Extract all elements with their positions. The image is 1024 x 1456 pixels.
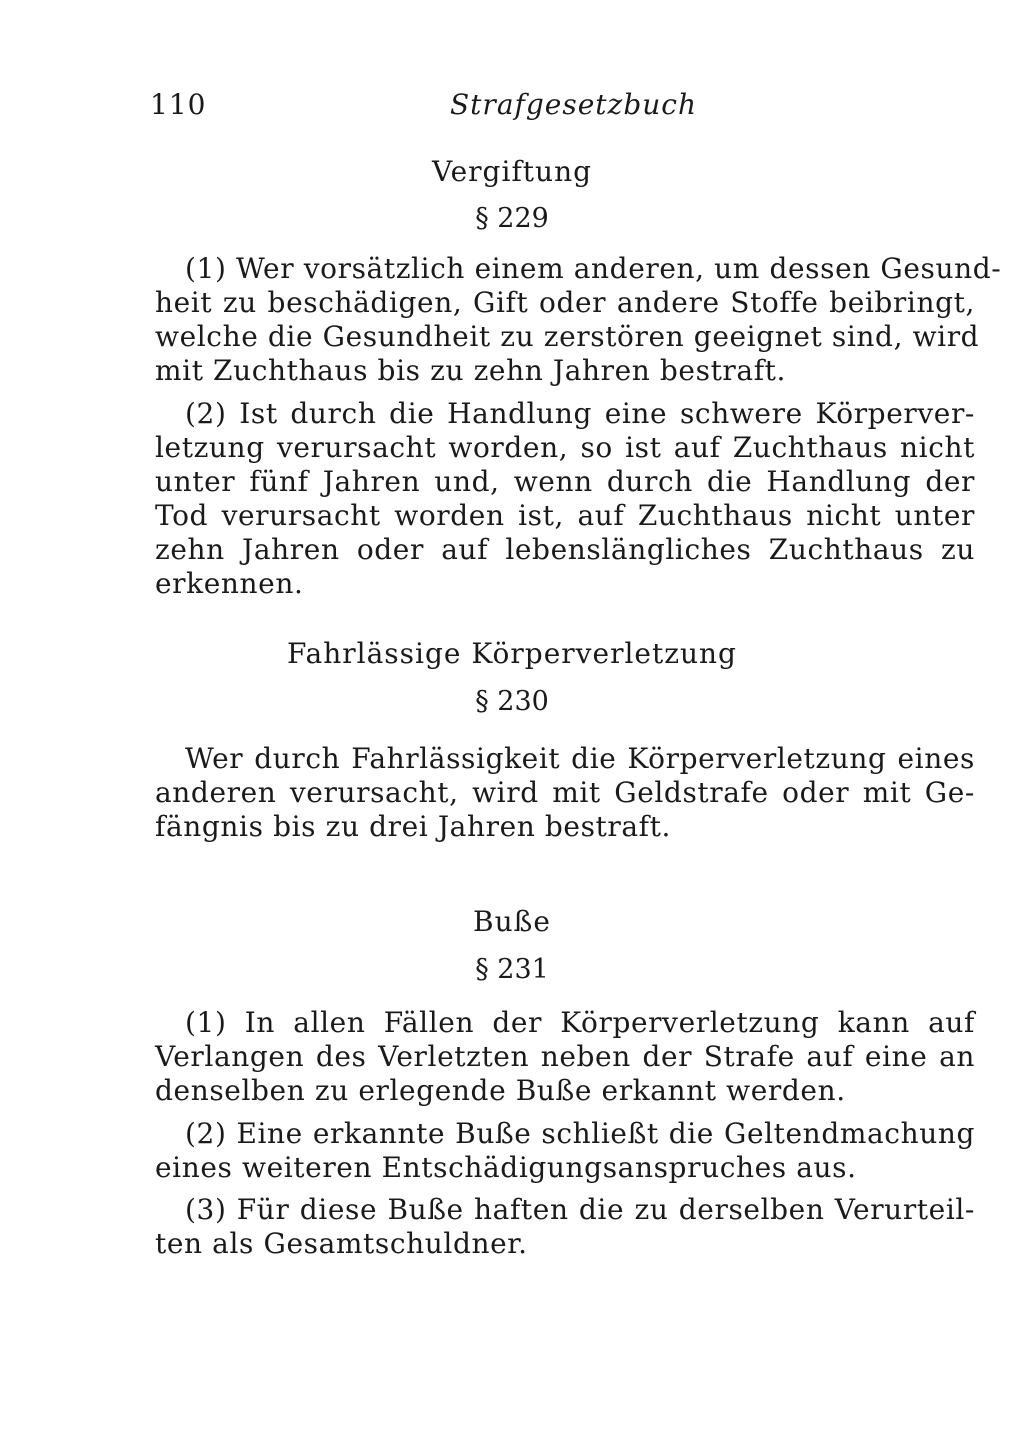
page-number: 110 [150,88,207,121]
text-line: erkennen. [155,567,304,600]
paragraph-number: § 231 [475,954,549,985]
book-title: Strafgesetzbuch [450,88,697,121]
text-line: unter fünf Jahren und, wenn durch die Handlung der [155,465,975,498]
running-head [150,88,850,128]
text-line: (2) Eine erkannte Buße schließt die Geltendmachung [185,1117,975,1150]
text-line: zehn Jahren oder auf lebenslängliches Zuchthaus zu [155,533,975,566]
text-line: fängnis bis zu drei Jahren bestraft. [155,810,671,843]
paragraph-number: § 230 [475,686,549,717]
text-line: Tod verursacht worden ist, auf Zuchthaus nicht unter [155,499,975,532]
text-line: ten als Gesamtschuldner. [155,1227,528,1260]
text-line: Verlangen des Verletzten neben der Strafe auf eine an [155,1040,975,1073]
text-line: (1) Wer vorsätzlich einem anderen, um dessen Gesund- [185,252,1002,285]
text-line: welche die Gesundheit zu zerstören geeignet sind, wird [155,320,980,353]
text-line: heit zu beschädigen, Gift oder andere Stoffe beibringt, [155,286,975,319]
text-line: (1) In allen Fällen der Körperverletzung kann auf [185,1006,975,1039]
text-line: letzung verursacht worden, so ist auf Zuchthaus nicht [155,431,975,464]
section-heading: Fahrlässige Körperverletzung [287,637,737,670]
section-heading: Buße [473,905,551,938]
text-line: mit Zuchthaus bis zu zehn Jahren bestraft. [155,354,787,387]
text-line: (2) Ist durch die Handlung eine schwere Körperver- [185,397,975,430]
text-line: (3) Für diese Buße haften die zu derselben Verurteil- [185,1193,975,1226]
text-line: eines weiteren Entschädigungsanspruches aus. [155,1151,857,1184]
text-line: Wer durch Fahrlässigkeit die Körperverletzung eines [185,742,975,775]
paragraph-number: § 229 [475,203,549,234]
text-line: anderen verursacht, wird mit Geldstrafe oder mit Ge- [155,776,975,809]
text-line: denselben zu erlegende Buße erkannt werden. [155,1074,846,1107]
section-heading: Vergiftung [431,155,593,188]
